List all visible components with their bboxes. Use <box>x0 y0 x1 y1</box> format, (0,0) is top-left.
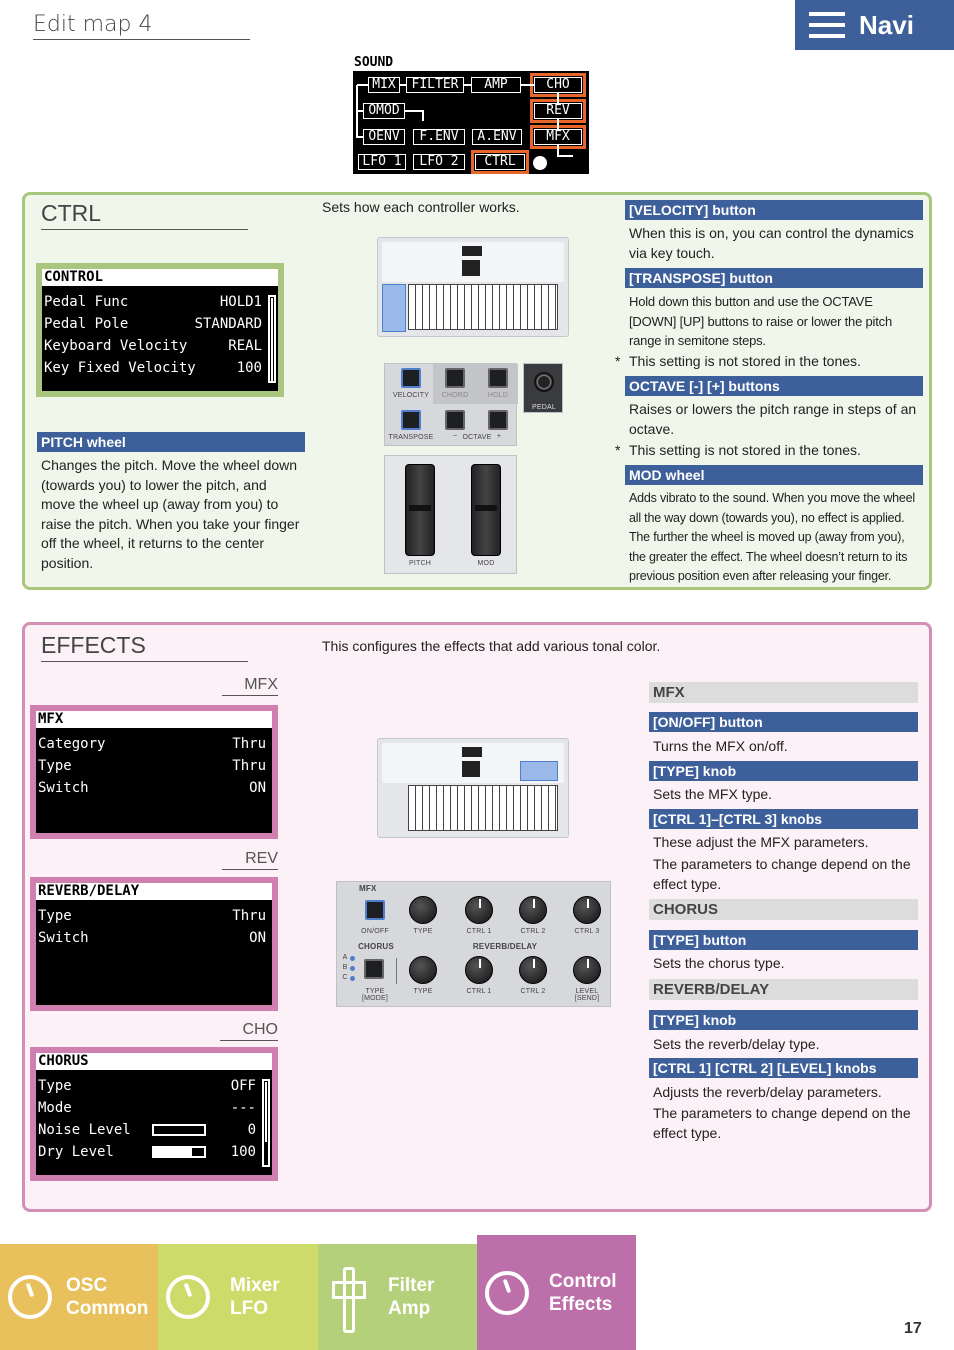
page-title: Edit map 4 <box>33 12 250 40</box>
rev-ctrl1-label: CTRL 1 <box>466 988 492 995</box>
chorus-row-label: Mode <box>38 1100 72 1116</box>
rev-ctrl1-knob[interactable] <box>465 956 493 984</box>
rev-row-value: ON <box>249 930 266 946</box>
mfx-row[interactable] <box>36 733 272 755</box>
mfx-type-knob[interactable] <box>409 896 437 924</box>
chorus-row-value: 0 <box>247 1122 256 1138</box>
control-row[interactable] <box>42 357 278 379</box>
sound-screen-title: SOUND <box>353 55 589 71</box>
pitch-wheel-head: PITCH wheel <box>37 432 305 452</box>
mfx-row-value: ON <box>249 780 266 796</box>
pitch-wheel[interactable] <box>405 464 435 556</box>
sound-btn-mfx[interactable]: MFX <box>534 129 582 145</box>
rev-screen-title: REVERB/DELAY <box>36 883 272 900</box>
tab-filter-amp[interactable] <box>318 1244 477 1350</box>
synth-keyboard <box>408 785 558 831</box>
chorus-row-value: OFF <box>230 1078 256 1094</box>
mfx-row-value: Thru <box>232 736 266 752</box>
chorus-row-value: 100 <box>230 1144 256 1160</box>
octave-head: OCTAVE [-] [+] buttons <box>625 376 923 396</box>
synth-highlight-controls <box>382 284 406 332</box>
velocity-text: When this is on, you can control the dynamics via key touch. <box>629 225 914 261</box>
mfx-screen <box>30 705 278 839</box>
rev-type-label: TYPE <box>413 988 433 995</box>
sound-btn-omod[interactable]: OMOD <box>363 103 405 119</box>
reverb-panel-label: REVERB/DELAY <box>472 942 538 951</box>
control-row-value: STANDARD <box>194 316 262 332</box>
mfx-row[interactable] <box>36 755 272 777</box>
rev-type-head: [TYPE] knob <box>649 1010 918 1030</box>
synth-illustration <box>377 237 569 337</box>
chorus-led-a <box>350 956 355 961</box>
navi-label: Navi <box>859 9 914 40</box>
tab-label-line1: Mixer <box>230 1275 280 1296</box>
sound-screen-connectors <box>353 55 589 174</box>
effects-controls-panel <box>336 881 611 1007</box>
mfx-row-label: Category <box>38 736 106 752</box>
mfx-ctrl1-label: CTRL 1 <box>466 928 492 935</box>
tab-label-line2: Common <box>66 1298 149 1319</box>
synth-display <box>462 761 480 777</box>
tab-osc-common[interactable] <box>0 1244 158 1350</box>
pitch-wheel-text: Changes the pitch. Move the wheel down (towards you) to lower the pitch, and move the wheel up (away from you) to raise the pitch. When you take your finger off the wheel, it returns to the center position. <box>41 457 300 571</box>
knob-icon <box>166 1275 210 1319</box>
reverb-group-head: REVERB/DELAY <box>649 979 918 1000</box>
mfx-ctrl-head: [CTRL 1]–[CTRL 3] knobs <box>649 809 918 829</box>
transpose-note: * This setting is not stored in the tones. <box>615 353 861 369</box>
sound-btn-amp[interactable]: AMP <box>471 77 521 93</box>
control-row[interactable] <box>42 335 278 357</box>
chorus-type-head: [TYPE] button <box>649 930 918 950</box>
control-row-label: Key Fixed Velocity <box>44 360 196 376</box>
chorus-type-label: TYPE [MODE] <box>361 988 389 1002</box>
dry-level-meter <box>152 1146 206 1158</box>
mfx-ctrl1-knob[interactable] <box>465 896 493 924</box>
chorus-mode-a-label: A <box>342 954 348 961</box>
rev-ctrl-text: Adjusts the reverb/delay parameters. <box>653 1084 882 1100</box>
page-number: 17 <box>904 1320 922 1337</box>
wheels-panel <box>384 455 517 574</box>
rev-row-label: Switch <box>38 930 89 946</box>
mfx-ctrl2-knob[interactable] <box>519 896 547 924</box>
chorus-row[interactable] <box>36 1075 272 1097</box>
ctrl-intro: Sets how each controller works. <box>322 199 520 215</box>
mfx-type-label: TYPE <box>413 928 433 935</box>
synth-illustration-effects <box>377 738 569 838</box>
transpose-text: Hold down this button and use the OCTAVE [DOWN] [UP] buttons to raise or lower the pitch range in semitone steps. <box>629 294 892 348</box>
tab-label-line2: Effects <box>549 1293 613 1315</box>
hold-button[interactable] <box>488 368 508 388</box>
mod-label: MOD <box>477 560 495 567</box>
chorus-screen <box>30 1047 278 1181</box>
sound-btn-rev[interactable]: REV <box>534 103 582 119</box>
control-row[interactable] <box>42 291 278 313</box>
chorus-panel-label: CHORUS <box>358 942 394 951</box>
transpose-note-text: This setting is not stored in the tones. <box>629 353 861 369</box>
octave-text: Raises or lowers the pitch range in steps of an octave. <box>629 401 917 437</box>
mfx-onoff-text: Turns the MFX on/off. <box>653 738 788 754</box>
mod-wheel-text: Adds vibrato to the sound. When you move the wheel all the way down (towards you), no effect is applied. The further the wheel is moved up (away from you), the greater the effect. The wheel doesn’t return to its previous position even after releasing your finger. <box>629 491 916 583</box>
chorus-row-label: Type <box>38 1078 72 1094</box>
synth-display <box>462 747 482 757</box>
mfx-onoff-button[interactable] <box>365 900 385 920</box>
mfx-screen-title: MFX <box>36 711 272 728</box>
mfx-ctrl2-label: CTRL 2 <box>520 928 546 935</box>
control-screen-title: CONTROL <box>42 269 278 286</box>
pedal-jack-icon <box>534 372 554 392</box>
sound-btn-lfo1[interactable]: LFO 1 <box>358 154 406 170</box>
octave-plus-label: + <box>496 433 502 440</box>
chorus-screen-title: CHORUS <box>36 1053 272 1070</box>
tab-control-effects[interactable] <box>477 1235 636 1350</box>
mfx-row-label: Switch <box>38 780 89 796</box>
control-row-label: Keyboard Velocity <box>44 338 188 354</box>
mod-wheel-head: MOD wheel <box>625 465 923 485</box>
effects-intro: This configures the effects that add various tonal color. <box>322 638 661 654</box>
chorus-row[interactable] <box>36 1141 272 1163</box>
mfx-onoff-head: [ON/OFF] button <box>649 712 918 732</box>
synth-highlight-effects <box>520 761 558 781</box>
chorus-mode-b-label: B <box>342 964 348 971</box>
octave-down-button[interactable] <box>445 410 465 430</box>
rev-level-knob[interactable] <box>573 956 601 984</box>
pedal-label: PEDAL <box>532 404 556 411</box>
rev-type-text: Sets the reverb/delay type. <box>653 1036 820 1052</box>
chorus-type-text: Sets the chorus type. <box>653 955 785 971</box>
mod-wheel[interactable] <box>471 464 501 556</box>
rev-type-knob[interactable] <box>409 956 437 984</box>
octave-note-text: This setting is not stored in the tones. <box>629 442 861 458</box>
velocity-label: VELOCITY <box>392 392 430 399</box>
chorus-led-b <box>350 966 355 971</box>
octave-note: * This setting is not stored in the tones. <box>615 442 861 458</box>
mfx-group-head: MFX <box>649 682 918 703</box>
rev-ctrl2-label: CTRL 2 <box>520 988 546 995</box>
rev-row[interactable] <box>36 905 272 927</box>
cho-subtitle: CHO <box>220 1021 278 1041</box>
chorus-row[interactable] <box>36 1097 272 1119</box>
rev-level-label: LEVEL [SEND] <box>574 988 600 1002</box>
mfx-row-value: Thru <box>232 758 266 774</box>
synth-display <box>462 246 482 256</box>
divider <box>396 958 397 984</box>
chorus-row-label: Noise Level <box>38 1122 131 1138</box>
velocity-button[interactable] <box>401 368 421 388</box>
chord-button[interactable] <box>445 368 465 388</box>
rev-ctrl2-knob[interactable] <box>519 956 547 984</box>
mfx-type-text: Sets the MFX type. <box>653 786 773 802</box>
mfx-row-label: Type <box>38 758 72 774</box>
control-row-label: Pedal Pole <box>44 316 129 332</box>
rev-row[interactable] <box>36 927 272 949</box>
chorus-row-label: Dry Level <box>38 1144 114 1160</box>
octave-up-button[interactable] <box>488 410 508 430</box>
synth-keyboard <box>408 284 558 330</box>
sound-btn-oenv[interactable]: OENV <box>363 129 405 145</box>
synth-display <box>462 260 480 276</box>
rev-row-label: Type <box>38 908 72 924</box>
chorus-type-button[interactable] <box>364 959 384 979</box>
slider-icon <box>332 1267 360 1327</box>
chorus-row-value: --- <box>230 1100 256 1116</box>
velocity-head: [VELOCITY] button <box>625 200 923 220</box>
rev-subtitle: REV <box>222 850 278 870</box>
octave-label: OCTAVE <box>462 434 492 441</box>
control-scrollbar[interactable] <box>268 295 276 383</box>
sound-btn-aenv[interactable]: A.ENV <box>472 129 522 145</box>
knob-icon <box>485 1271 529 1315</box>
rev-row-value: Thru <box>232 908 266 924</box>
tab-label-line1: Control <box>549 1270 617 1292</box>
control-row-label: Pedal Func <box>44 294 129 310</box>
sound-btn-cho[interactable]: CHO <box>534 77 582 93</box>
control-screen <box>36 263 284 397</box>
rev-screen <box>30 877 278 1011</box>
noise-level-meter <box>152 1124 206 1136</box>
chorus-group-head: CHORUS <box>649 899 918 920</box>
chorus-mode-c-label: C <box>342 974 348 981</box>
mfx-type-head: [TYPE] knob <box>649 761 918 781</box>
control-row-value: 100 <box>236 360 262 376</box>
chorus-scrollbar[interactable] <box>262 1079 270 1167</box>
transpose-head: [TRANSPOSE] button <box>625 268 923 288</box>
effects-section-title: EFFECTS <box>41 632 248 662</box>
octave-minus-label: − <box>452 433 458 440</box>
mfx-onoff-label: ON/OFF <box>361 928 389 935</box>
mfx-ctrl3-knob[interactable] <box>573 896 601 924</box>
ctrl-buttons-panel <box>384 363 517 446</box>
sound-screen <box>353 55 589 174</box>
navi-button[interactable] <box>795 0 954 50</box>
mfx-subtitle: MFX <box>222 676 278 696</box>
tab-mixer-lfo[interactable] <box>158 1244 318 1350</box>
ctrl-section-title: CTRL <box>41 200 248 230</box>
tab-label-line1: Filter <box>388 1275 435 1296</box>
tab-label-line2: LFO <box>230 1298 268 1319</box>
menu-icon <box>809 12 845 38</box>
transpose-button[interactable] <box>401 410 421 430</box>
sound-btn-fenv[interactable]: F.ENV <box>413 129 465 145</box>
tab-label-line2: Amp <box>388 1298 431 1319</box>
chord-label: CHORD <box>441 392 469 399</box>
rev-ctrl-head: [CTRL 1] [CTRL 2] [LEVEL] knobs <box>649 1058 918 1078</box>
mfx-row[interactable] <box>36 777 272 799</box>
chorus-row[interactable] <box>36 1119 272 1141</box>
chorus-led-c <box>350 976 355 981</box>
control-row[interactable] <box>42 313 278 335</box>
hold-label: HOLD <box>487 392 509 399</box>
mfx-ctrl3-label: CTRL 3 <box>574 928 600 935</box>
control-row-value: HOLD1 <box>219 294 262 310</box>
transpose-label: TRANSPOSE <box>388 434 434 441</box>
sound-btn-filter[interactable]: FILTER <box>406 77 464 93</box>
knob-icon <box>8 1275 52 1319</box>
mfx-ctrl-text2: The parameters to change depend on the effect type. <box>653 856 911 892</box>
pedal-panel <box>523 363 563 413</box>
sound-btn-lfo2[interactable]: LFO 2 <box>413 154 465 170</box>
mfx-panel-label: MFX <box>359 884 377 893</box>
sound-btn-mix[interactable]: MIX <box>368 77 400 93</box>
mfx-ctrl-text: These adjust the MFX parameters. <box>653 834 869 850</box>
tab-label-line1: OSC <box>66 1275 108 1296</box>
pitch-label: PITCH <box>409 560 431 567</box>
sound-btn-ctrl[interactable]: CTRL <box>475 154 525 170</box>
control-row-value: REAL <box>228 338 262 354</box>
rev-ctrl-text2: The parameters to change depend on the effect type. <box>653 1105 911 1141</box>
